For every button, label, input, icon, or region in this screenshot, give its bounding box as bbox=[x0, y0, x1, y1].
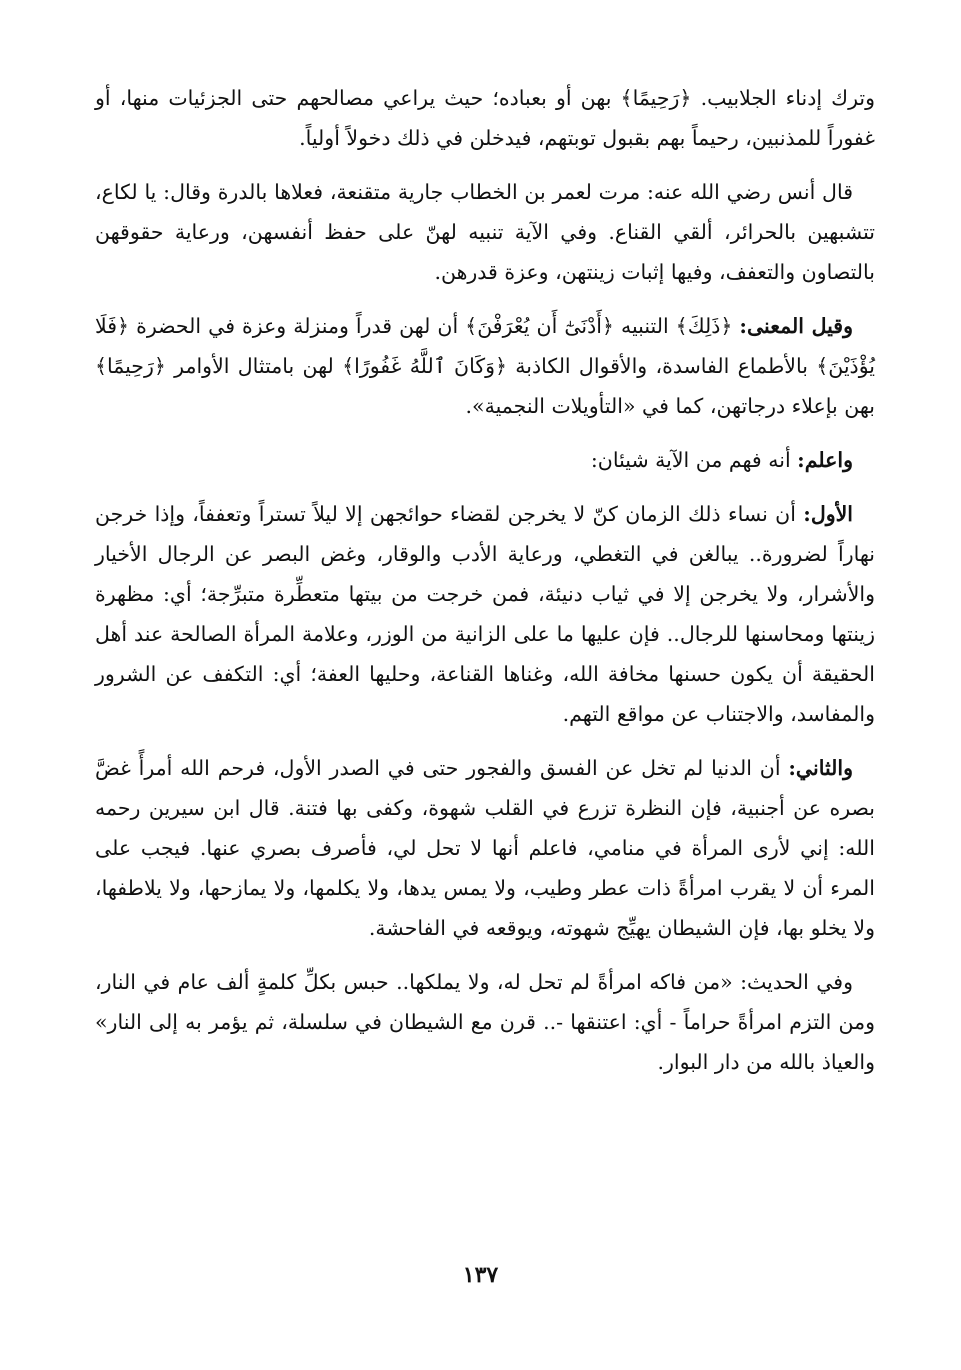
paragraph-5-text: أن نساء ذلك الزمان كنّ لا يخرجن لقضاء حوائجهن إلا ليلاً تستراً وتعففاً، وإذا خرجن نهاراً لضرورة.. يبالغن في التغطي، ورعاية الأدب والوقار، وغض البصر عن الرجال الأخيار والأشرار، ولا يخرجن إلا في ثياب دنيئة، فمن خرجت من بيتها متعطِّرة متبرِّجة؛ أي: مظهرة زينتها ومحاسنها للرجال.. فإن عليها ما على الزانية من الوزر، وعلامة المرأة الصالحة عند أهل الحقيقة أن يكون حسنها مخافة الله، وغناها القناعة، وحليها العفة؛ أي: التكفف عن الشرور والمفاسد، والاجتناب عن مواقع التهم. bbox=[95, 502, 875, 726]
paragraph-3-lead: وقيل المعنى: bbox=[739, 314, 853, 338]
paragraph-4 bbox=[95, 440, 875, 480]
paragraph-1-text: وترك إدناء الجلابيب. ﴿رَحِيمًا﴾ بهن أو بعباده؛ حيث يراعي مصالحهم حتى الجزئيات منها، أو غفوراً للمذنبين، رحيماً بهم بقبول توبتهم، فيدخلن في ذلك دخولاً أولياً. bbox=[95, 86, 875, 150]
paragraph-1 bbox=[95, 78, 875, 158]
paragraph-6-text: أن الدنيا لم تخل عن الفسق والفجور حتى في الصدر الأول، فرحم الله أمرأً غضَّ بصره عن أجنبية، فإن النظرة تزرع في القلب شهوة، وكفى بها فتنة. قال ابن سيرين رحمه الله: إني لأرى المرأة في منامي، فاعلم أنها لا تحل لي، فأصرف بصري عنها. فيجب على المرء أن لا يقرب امرأةً ذات عطر وطيب، ولا يمس يدها، ولا يكلمها، ولا يمازحها، ولا يلاطفها، ولا يخلو بها، فإن الشيطان يهيِّج شهوته، ويوقعه في الفاحشة. bbox=[95, 756, 875, 940]
paragraph-6-lead: والثاني: bbox=[788, 756, 853, 780]
paragraph-7 bbox=[95, 962, 875, 1082]
paragraph-6 bbox=[95, 748, 875, 948]
paragraph-3 bbox=[95, 306, 875, 426]
paragraph-5 bbox=[95, 494, 875, 734]
paragraph-2 bbox=[95, 172, 875, 292]
paragraph-4-lead: واعلم: bbox=[797, 448, 853, 472]
page-number: ١٣٧ bbox=[462, 1262, 499, 1288]
page-body bbox=[95, 78, 875, 1082]
paragraph-2-text: قال أنس رضي الله عنه: مرت لعمر بن الخطاب جارية متقنعة، فعلاها بالدرة وقال: يا لكاع، تتشبهين بالحرائر، ألقي القناع. وفي الآية تنبيه لهنّ على حفظ أنفسهن، ورعاية حقوقهن بالتصاون والتعفف، وفيها إثبات زينتهن، وعزة قدرهن. bbox=[95, 180, 875, 284]
paragraph-5-lead: الأول: bbox=[803, 502, 853, 526]
paragraph-4-text: أنه فهم من الآية شيئان: bbox=[590, 448, 791, 472]
paragraph-7-text: وفي الحديث: «من فاكه امرأةً لم تحل له، ولا يملكها.. حبس بكلِّ كلمةٍ ألف عام في النار، ومن التزم امرأةً حراماً - أي: اعتنقها -.. قرن مع الشيطان في سلسلة، ثم يؤمر به إلى النار» والعياذ بالله من دار البوار. bbox=[95, 970, 875, 1074]
paragraph-3-text: ﴿ذَلِكَ﴾ التنبيه ﴿أَدْنَىٰٓ أَن يُعْرَفْنَ﴾ أن لهن قدراً ومنزلة وعزة في الحضرة ﴿فَلَا يُؤْذَيْنَ﴾ بالأطماع الفاسدة، والأقوال الكاذبة ﴿وَكَانَ ٱللَّهُ غَفُورًا﴾ لهن بامتثال الأوامر ﴿رَحِيمًا﴾ بهن بإعلاء درجاتهن، كما في «التأويلات النجمية». bbox=[95, 314, 875, 418]
